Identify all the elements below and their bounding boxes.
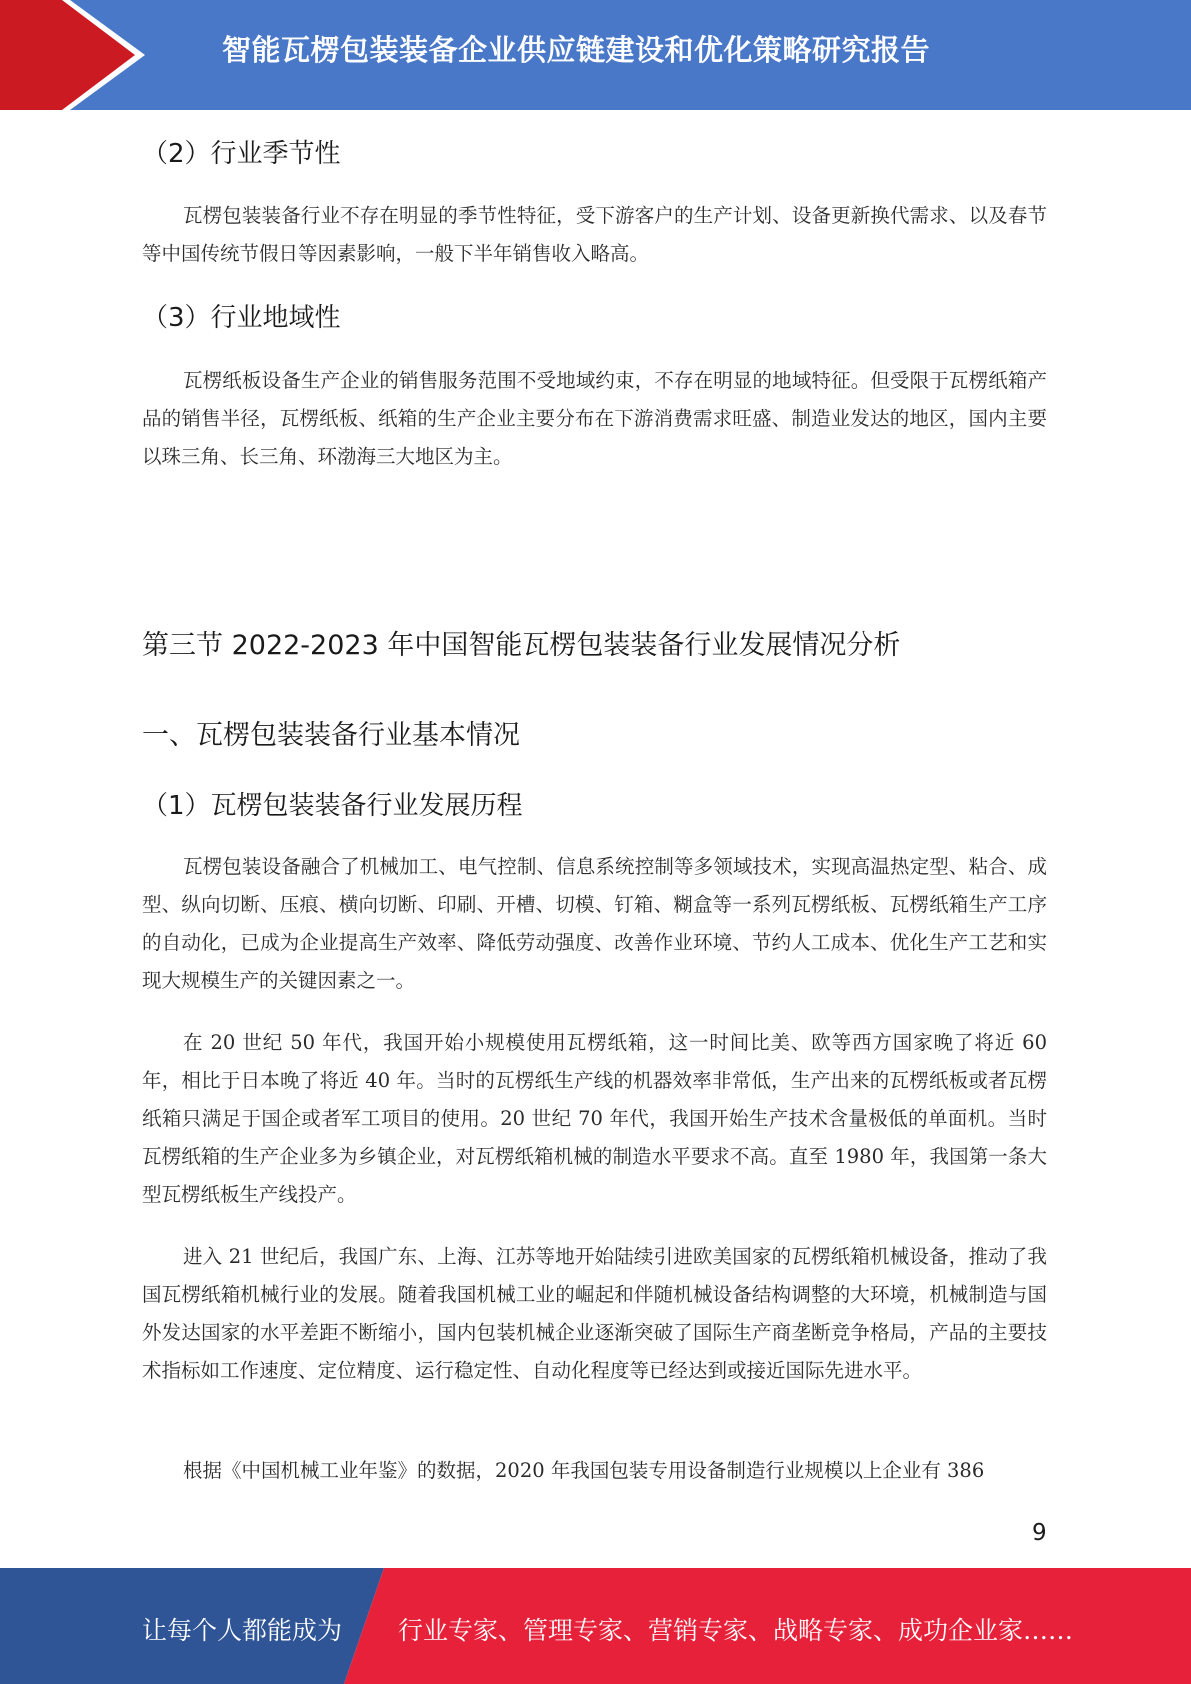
history-paragraph-4: 根据《中国机械工业年鉴》的数据，2020 年我国包装专用设备制造行业规模以上企业有 386 [183,1459,985,1482]
footer-slogan-left: 让每个人都能成为 [142,1616,343,1645]
chapter-heading: 第三节 2022-2023 年中国智能瓦楞包装装备行业发展情况分析 [142,630,901,661]
page-number: 9 [1032,1520,1047,1546]
page-footer [0,1568,1191,1684]
report-title: 智能瓦楞包装装备企业供应链建设和优化策略研究报告 [222,33,931,67]
region-heading: （3）行业地域性 [142,303,341,333]
seasonality-heading: （2）行业季节性 [142,139,341,169]
footer-slogan-right: 行业专家、管理专家、营销专家、战略专家、成功企业家…… [398,1616,1074,1645]
history-paragraph-2: 在 20 世纪 50 年代，我国开始小规模使用瓦楞纸箱，这一时间比美、欧等西方国家晚了将近 60 年，相比于日本晚了将近 40 年。当时的瓦楞纸生产线的机器效率非常低，生产出来的瓦楞纸板或者瓦楞纸箱只满足于国企或者军工项目的使用。20 世纪 70 年代，我国开始生产技术含量极低的单面机。当时瓦楞纸箱的生产企业多为乡镇企业，对瓦楞纸箱机械的制造水平要求不高。直至 1980 年，我国第一条大型瓦楞纸板生产线投产。 [142,1031,1047,1206]
history-paragraph-1: 瓦楞包装设备融合了机械加工、电气控制、信息系统控制等多领域技术，实现高温热定型、粘合、成型、纵向切断、压痕、横向切断、印刷、开槽、切模、钉箱、糊盒等一系列瓦楞纸板、瓦楞纸箱生产工序的自动化，已成为企业提高生产效率、降低劳动强度、改善作业环境、节约人工成本、优化生产工艺和实现大规模生产的关键因素之一。 [142,855,1047,992]
seasonality-paragraph: 瓦楞包装装备行业不存在明显的季节性特征，受下游客户的生产计划、设备更新换代需求、以及春节等中国传统节假日等因素影响，一般下半年销售收入略高。 [142,204,1047,265]
region-paragraph: 瓦楞纸板设备生产企业的销售服务范围不受地域约束，不存在明显的地域特征。但受限于瓦楞纸箱产品的销售半径，瓦楞纸板、纸箱的生产企业主要分布在下游消费需求旺盛、制造业发达的地区，国内主要以珠三角、长三角、环渤海三大地区为主。 [142,369,1047,468]
history-heading: （1）瓦楞包装装备行业发展历程 [142,791,523,821]
history-paragraph-3: 进入 21 世纪后，我国广东、上海、江苏等地开始陆续引进欧美国家的瓦楞纸箱机械设备，推动了我国瓦楞纸箱机械行业的发展。随着我国机械工业的崛起和伴随机械设备结构调整的大环境，机械制造与国外发达国家的水平差距不断缩小，国内包装机械企业逐渐突破了国际生产商垄断竞争格局，产品的主要技术指标如工作速度、定位精度、运行稳定性、自动化程度等已经达到或接近国际先进水平。 [142,1245,1047,1382]
header-chevron-decoration [0,0,150,110]
page-header [0,0,1191,110]
basic-situation-heading: 一、瓦楞包装装备行业基本情况 [142,720,520,751]
